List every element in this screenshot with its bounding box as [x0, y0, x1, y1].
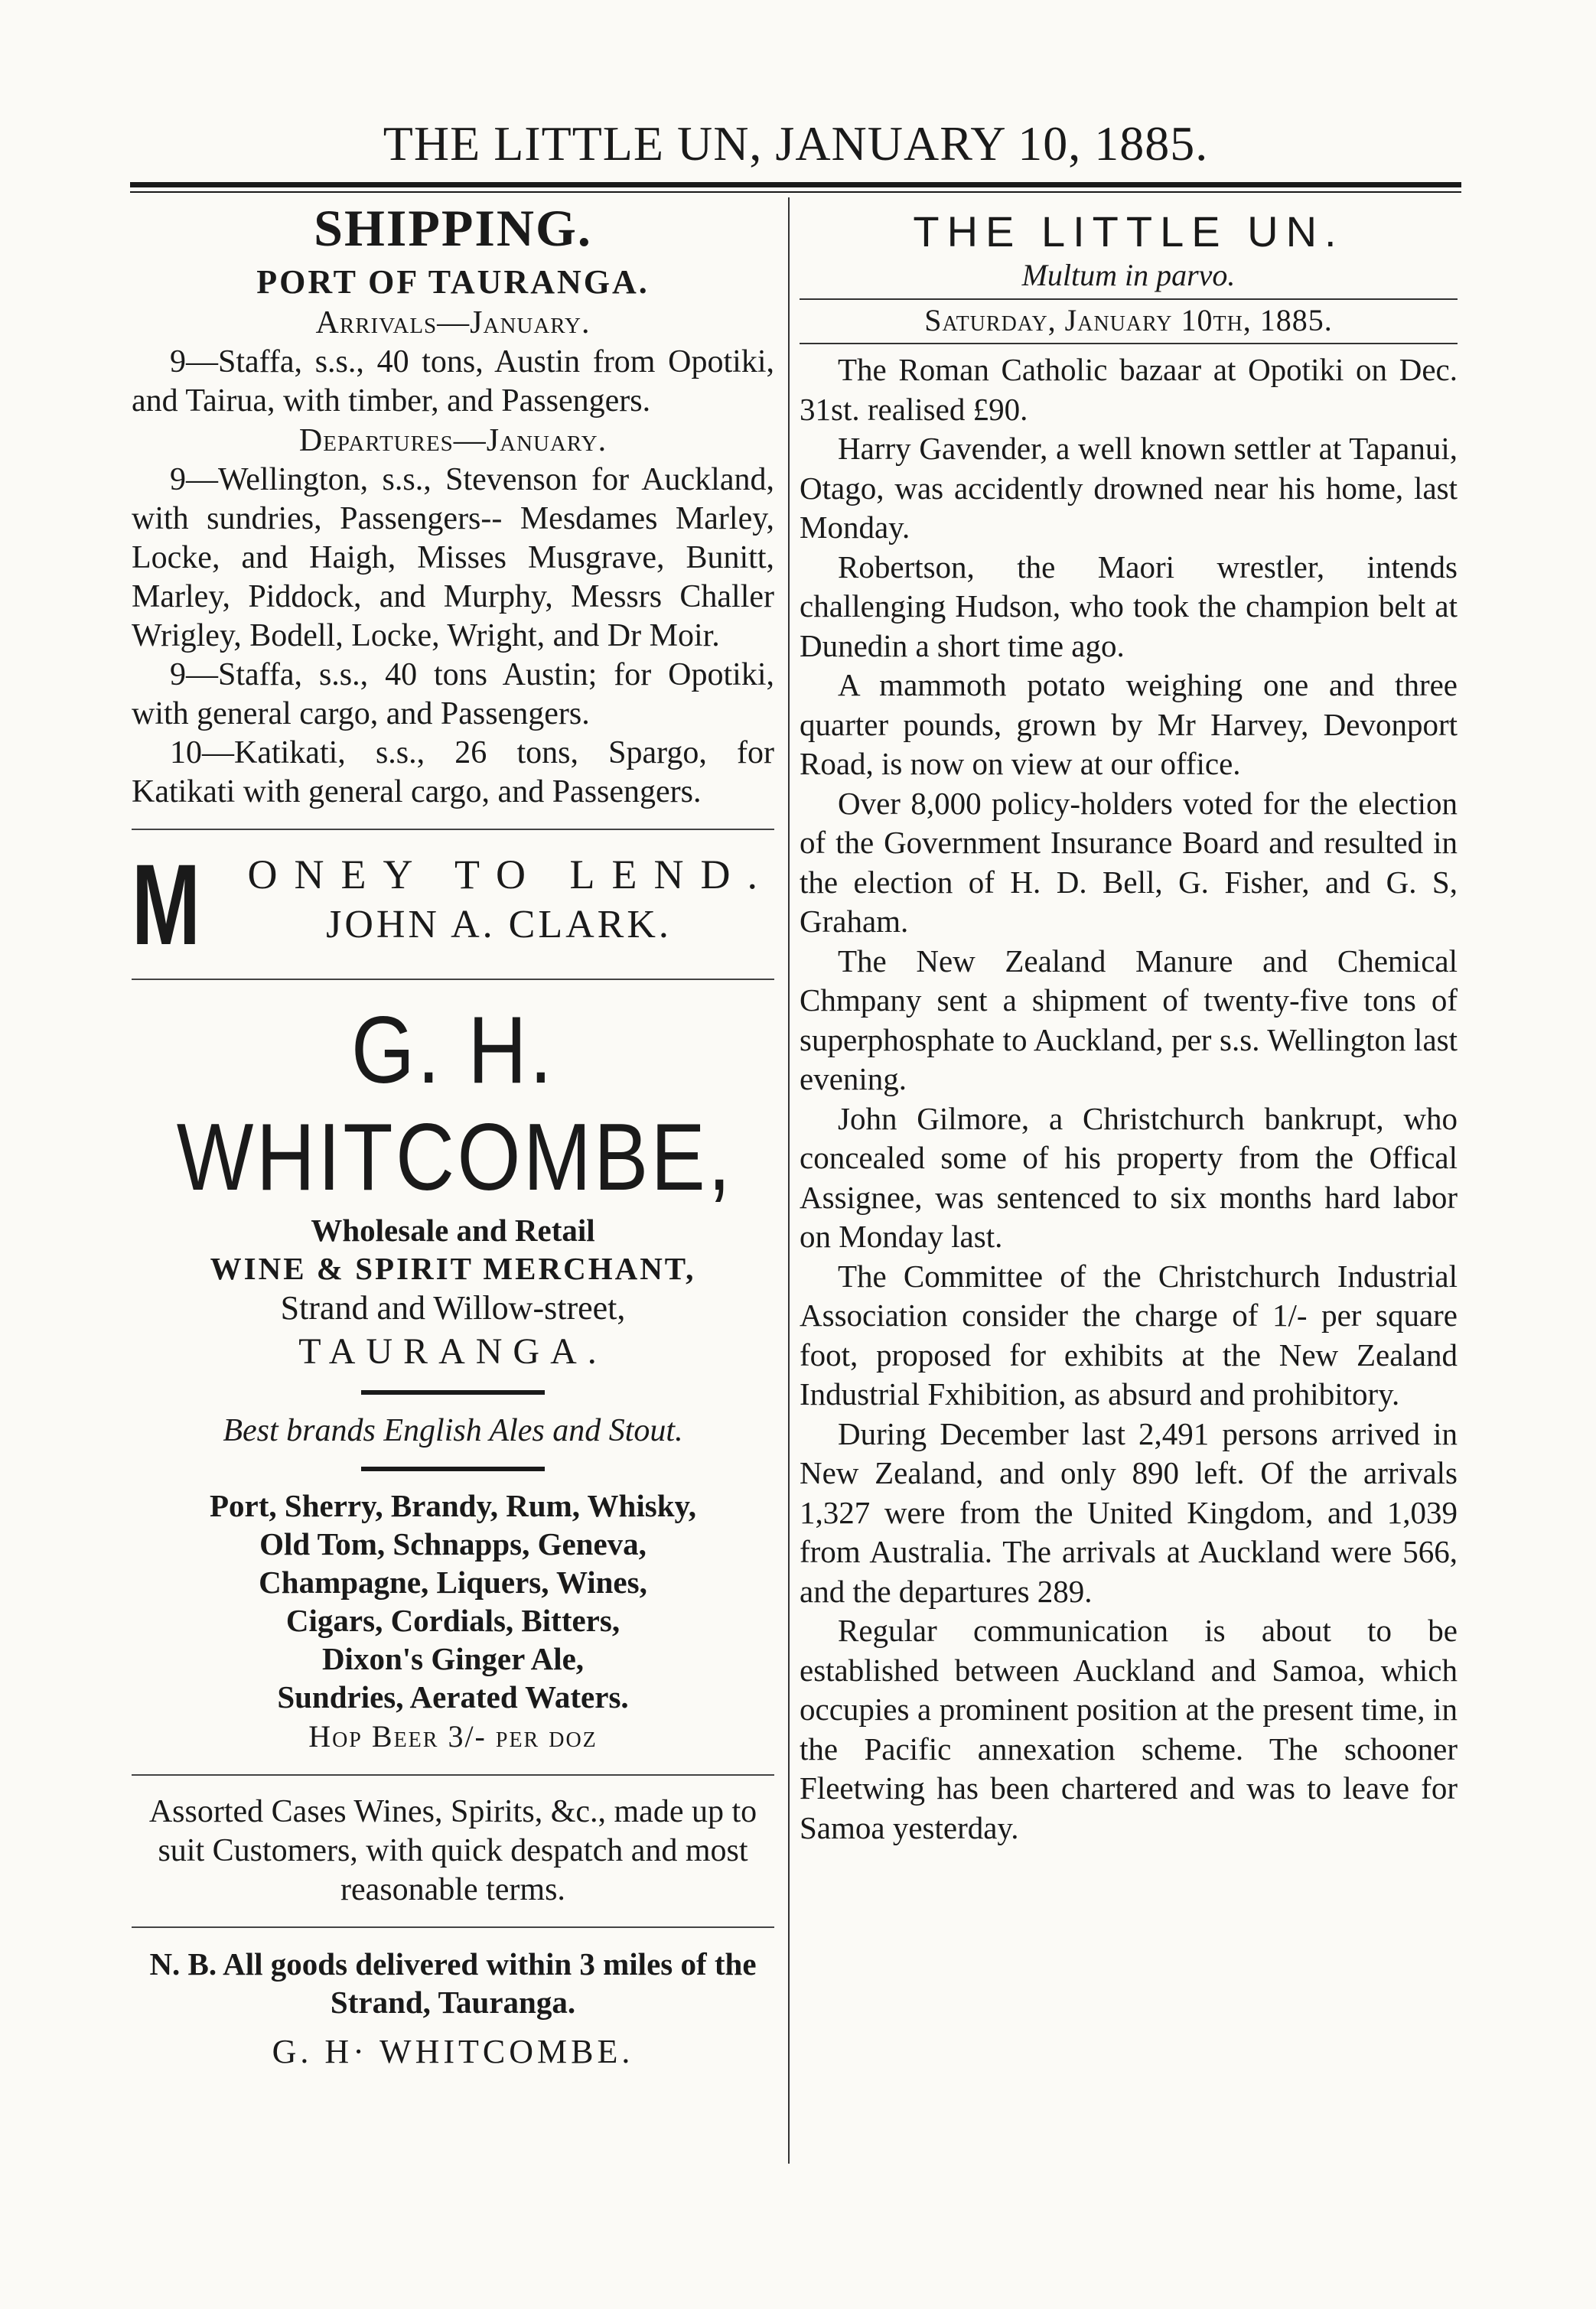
product-line: Champagne, Liquers, Wines, [259, 1565, 647, 1600]
right-column [800, 207, 1458, 1848]
product-list [132, 1487, 774, 1716]
arrivals-heading: Arrivals—January. [315, 305, 591, 340]
ornament-rule [361, 1390, 545, 1395]
news-paragraph: Regular communication is about to be established between Auckland and Samoa, which occupies a prominent position at the present time, in the Pacific annexation scheme. The schooner Fleetwing has been chartered and was to leave for Samoa yesterday. [800, 1613, 1458, 1845]
editorial-motto: Multum in parvo. [1021, 258, 1236, 292]
news-paragraph: The Roman Catholic bazaar at Opotiki on Dec. 31st. realised £90. [800, 352, 1458, 427]
whitcombe-name: G. H. WHITCOMBE, [176, 998, 734, 1210]
section-divider [132, 979, 774, 980]
shipping-title: SHIPPING. [314, 199, 592, 257]
product-line: Port, Sherry, Brandy, Rum, Whisky, [210, 1488, 696, 1523]
masthead: THE LITTLE UN, JANUARY 10, 1885. [383, 116, 1209, 171]
news-paragraph: Over 8,000 policy-holders voted for the election of the Government Insurance Board and resulted in the election of H. D. Bell, G. Fisher, and G. S, Graham. [800, 785, 1458, 939]
product-line: Cigars, Cordials, Bitters, [285, 1603, 620, 1638]
money-to-lend-ad [132, 840, 774, 969]
departure-entry: 9—Wellington, s.s., Stevenson for Auckland, with sundries, Passengers-- Mesdames Marley, Locke, and Haigh, Misses Musgrave, Bunitt, Marley, Piddock, and Murphy, Messrs Challer Wrigley, Bodell, Locke, Wright, and Dr Moir. [132, 462, 774, 653]
ornament-rule [361, 1467, 545, 1471]
section-divider [132, 1926, 774, 1928]
whitcombe-line: WINE & SPIRIT MERCHANT, [210, 1251, 696, 1286]
editorial-dateline: Saturday, January 10th, 1885. [800, 298, 1458, 344]
money-ad-name: JOHN A. CLARK. [326, 903, 672, 946]
editorial-title: THE LITTLE UN. [913, 207, 1344, 256]
whitcombe-tagline: Best brands English Ales and Stout. [223, 1413, 683, 1448]
news-paragraph: Harry Gavender, a well known settler at Tapanui, Otago, was accidently drowned near his home, last Monday. [800, 431, 1458, 545]
product-line: Dixon's Ginger Ale, [321, 1641, 585, 1676]
departure-entry: 10—Katikati, s.s., 26 tons, Spargo, for Katikati with general cargo, and Passengers. [132, 735, 774, 809]
product-line: Old Tom, Schnapps, Geneva, [259, 1526, 647, 1562]
departures-heading: Departures—January. [298, 423, 607, 458]
delivery-note: N. B. All goods delivered within 3 miles of the Strand, Tauranga. [149, 1946, 757, 2020]
arrival-entry: 9—Staffa, s.s., 40 tons, Austin from Opotiki, and Tairua, with timber, and Passengers. [132, 344, 774, 418]
whitcombe-address: Strand and Willow-street, [280, 1289, 626, 1327]
whitcombe-ad [132, 997, 774, 2075]
column-divider [788, 197, 790, 2164]
section-divider [132, 1774, 774, 1776]
hop-beer-price: Hop Beer 3/- per doz [308, 1719, 598, 1754]
news-paragraph: A mammoth potato weighing one and three quarter pounds, grown by Mr Harvey, Devonport Road, is now on view at our office. [800, 667, 1458, 781]
shipping-section [132, 199, 774, 812]
departure-entry: 9—Staffa, s.s., 40 tons Austin; for Opotiki, with general cargo, and Passengers. [132, 657, 774, 731]
masthead-rule-thick [130, 182, 1461, 187]
news-paragraph: During December last 2,491 persons arrived in New Zealand, and only 890 left. Of the arrivals 1,327 were from the United Kingdom, and 1,039 from Australia. The arrivals at Auckland were 566, and the departures 289. [800, 1415, 1458, 1609]
whitcombe-town: TAURANGA. [298, 1331, 607, 1372]
whitcombe-line: Wholesale and Retail [311, 1213, 595, 1248]
product-line: Sundries, Aerated Waters. [277, 1679, 629, 1715]
whitcombe-signature: G. H· WHITCOMBE. [272, 2033, 634, 2070]
port-heading: PORT OF TAURANGA. [256, 263, 650, 301]
news-paragraph: The New Zealand Manure and Chemical Chmpany sent a shipment of twenty-five tons of superphosphate to Auckland, per s.s. Wellington last evening. [800, 943, 1458, 1096]
drop-cap: M [132, 840, 200, 969]
section-divider [132, 829, 774, 830]
masthead-rule-thin [130, 191, 1461, 193]
left-column [132, 199, 774, 2075]
news-paragraph: The Committee of the Christchurch Industrial Association consider the charge of 1/- per square foot, proposed for exhibits at the New Zealand Industrial Fxhibition, as absurd and prohibitory. [800, 1258, 1458, 1412]
money-ad-headline: ONEY TO LEND. [247, 852, 774, 897]
news-paragraph: Robertson, the Maori wrestler, intends challenging Hudson, who took the champion belt at Dunedin a short time ago. [800, 549, 1458, 663]
assorted-cases-text: Assorted Cases Wines, Spirits, &c., made up to suit Customers, with quick despatch and most reasonable terms. [148, 1794, 757, 1907]
news-paragraph: John Gilmore, a Christchurch bankrupt, who concealed some of his property from the Offical Assignee, was sentenced to six months hard labor on Monday last. [800, 1100, 1458, 1254]
